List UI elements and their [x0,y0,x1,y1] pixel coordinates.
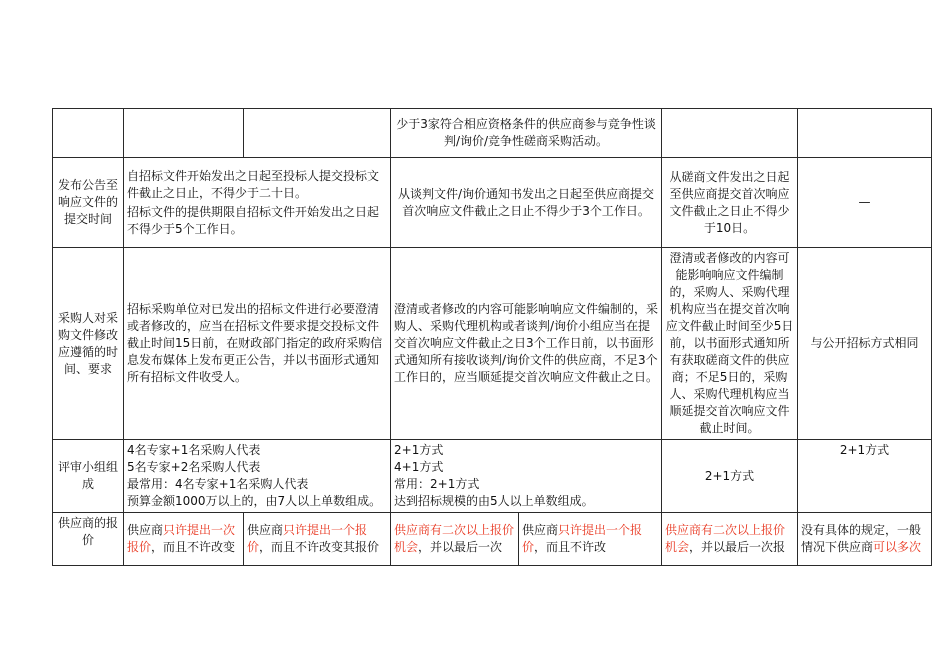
text-line: 最常用：4名专家+1名采购人代表 [127,477,309,491]
highlight-text: 只许提出一个报价 [522,523,643,554]
table-cell [124,513,244,566]
text: ，并以最后一次报 [689,540,786,554]
table-cell [244,109,391,158]
row-label: 供应商的报价 [53,513,124,566]
table-row [53,440,932,513]
table-cell [798,109,932,158]
table-cell [391,440,662,513]
row-label: 评审小组组成 [53,440,124,513]
text-line: 5名专家+2名采购人代表 [127,460,261,474]
table-cell [124,158,391,248]
table-cell [124,440,391,513]
highlight-text: 只许提出一个报价 [247,523,368,554]
table-row [53,158,932,248]
paragraph: 招标文件的提供期限自招标文件开始发出之日起不得少于5个工作日。 [127,204,380,236]
text: ，并以最后一次 [418,540,503,554]
text: ，而且不许改变其报价 [259,540,380,554]
text: 没有具体的规定，一般情况下供应商 [801,523,922,554]
table-cell [244,513,391,566]
table-row [53,109,932,158]
table-cell [391,513,519,566]
text: ，而且不许改变 [151,540,236,554]
table-cell [519,513,662,566]
table-row [53,513,932,566]
table-cell: 从磋商文件发出之日起至供应商提交首次响应文件截止之日止不得少于10日。 [662,158,798,248]
table-cell: 澄清或者修改的内容可能影响响应文件编制的，采购人、采购代理机构应当在提交首次响应文件截止时间至少5日前，以书面形式通知所有获取磋商文件的供应商；不足5日的，采购人、采购代理机构应当顺延提交首次响应文件截止时间。 [662,248,798,440]
text-line: 达到招标规模的由5人以上单数组成。 [394,494,594,508]
paragraph: 自招标文件开始发出之日起至投标人提交投标文件截止之日止，不得少于二十日。 [127,168,380,200]
highlight-text: 可以多次 [873,540,922,554]
table-cell: 少于3家符合相应资格条件的供应商参与竞争性谈判/询价/竞争性磋商采购活动。 [391,109,662,158]
text: 供应商 [522,523,559,537]
highlight-text: 供应商有二次以上报价机会 [665,523,786,554]
text: 供应商 [247,523,284,537]
highlight-text: 只许提出一次报价 [127,523,236,554]
table-row [53,248,932,440]
table-cell: 2+1方式 [662,440,798,513]
procurement-comparison-table [52,108,932,566]
text: 供应商 [127,523,164,537]
row-label: 发布公告至响应文件的提交时间 [53,158,124,248]
text-line: 预算金额1000万以上的，由7人以上单数组成。 [127,494,382,508]
table-cell: 从谈判文件/询价通知书发出之日起至供应商提交首次响应文件截止之日止不得少于3个工作日。 [391,158,662,248]
highlight-text: 供应商有二次以上报价机会 [394,523,515,554]
text: ，而且不许改 [534,540,607,554]
table-cell [798,513,932,566]
table-cell: 2+1方式 [798,440,932,513]
table-cell: — [798,158,932,248]
table-cell: 澄清或者修改的内容可能影响响应文件编制的，采购人、采购代理机构或者谈判/询价小组应当在提交首次响应文件截止之日3个工作日前，以书面形式通知所有接收谈判/询价文件的供应商，不足3个工作日的，应当顺延提交首次响应文件截止之日。 [391,248,662,440]
table-cell [662,513,798,566]
text-line: 4名专家+1名采购人代表 [127,443,261,457]
text-line: 4+1方式 [394,460,444,474]
table-cell: 与公开招标方式相同 [798,248,932,440]
row-label: 采购人对采购文件修改应遵循的时间、要求 [53,248,124,440]
table-cell: 招标采购单位对已发出的招标文件进行必要澄清或者修改的，应当在招标文件要求提交投标文件截止时间15日前，在财政部门指定的政府采购信息发布媒体上发布更正公告，并以书面形式通知所有招标文件收受人。 [124,248,391,440]
table-cell [53,109,124,158]
text-line: 常用：2+1方式 [394,477,480,491]
text-line: 2+1方式 [394,443,444,457]
table-cell [124,109,244,158]
table-cell [662,109,798,158]
